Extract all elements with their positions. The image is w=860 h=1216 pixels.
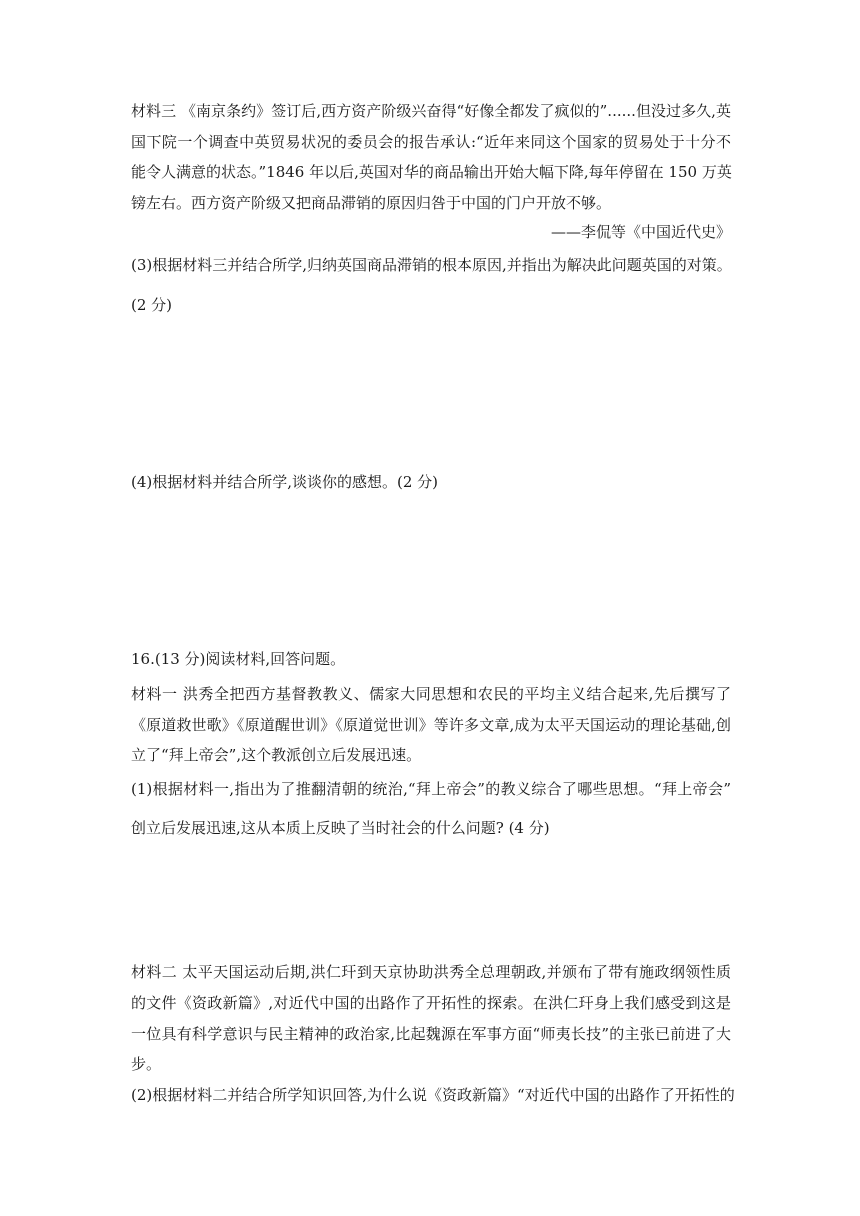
material3-line-3: 能令人满意的状态。”1846 年以后,英国对华的商品输出开始大幅下降,每年停留在 150 万英 [131, 163, 732, 181]
sub-question-1-line-1: (1)根据材料一,指出为了推翻清朝的统治,“拜上帝会”的教义综合了哪些思想。“拜上帝会” [131, 780, 731, 798]
material1-line-3: 立了“拜上帝会”,这个教派创立后发展迅速。 [131, 746, 422, 764]
question-3-text: (3)根据材料三并结合所学,归纳英国商品滞销的根本原因,并指出为解决此问题英国的对策。 [131, 256, 732, 274]
material1-line-2: 《原道救世歌》《原道醒世训》《原道觉世训》等许多文章,成为太平天国运动的理论基础,创 [131, 716, 731, 734]
material2-line-4: 步。 [131, 1055, 162, 1073]
material1-line-1: 材料一 洪秀全把西方基督教教义、儒家大同思想和农民的平均主义结合起来,先后撰写了 [131, 685, 731, 703]
question-4-text: (4)根据材料并结合所学,谈谈你的感想。(2 分) [131, 473, 439, 491]
material3-line-2: 国下院一个调查中英贸易状况的委员会的报告承认:“近年来同这个国家的贸易处于十分不 [131, 133, 731, 151]
material3-line-4: 镑左右。西方资产阶级又把商品滞销的原因归咎于中国的门户开放不够。 [131, 194, 612, 212]
material2-line-2: 的文件《资政新篇》,对近代中国的出路作了开拓性的探索。在洪仁玕身上我们感受到这是 [131, 994, 731, 1012]
material2-line-3: 一位具有科学意识与民主精神的政治家,比起魏源在军事方面“师夷长技”的主张已前进了大 [131, 1025, 731, 1043]
sub-question-1-line-2: 创立后发展迅速,这从本质上反映了当时社会的什么问题? (4 分) [131, 819, 550, 837]
sub-question-2-line-1: (2)根据材料二并结合所学知识回答,为什么说《资政新篇》“对近代中国的出路作了开拓性的 [131, 1086, 735, 1104]
material3-line-1: 材料三 《南京条约》签订后,西方资产阶级兴奋得“好像全都发了疯似的”......但没过多久,英 [131, 102, 731, 120]
question-16-header: 16.(13 分)阅读材料,回答问题。 [131, 650, 346, 668]
material3-citation: ——李侃等《中国近代史》 [550, 223, 731, 241]
question-3-points: (2 分) [131, 296, 173, 314]
material2-line-1: 材料二 太平天国运动后期,洪仁玕到天京协助洪秀全总理朝政,并颁布了带有施政纲领性质 [131, 963, 731, 981]
